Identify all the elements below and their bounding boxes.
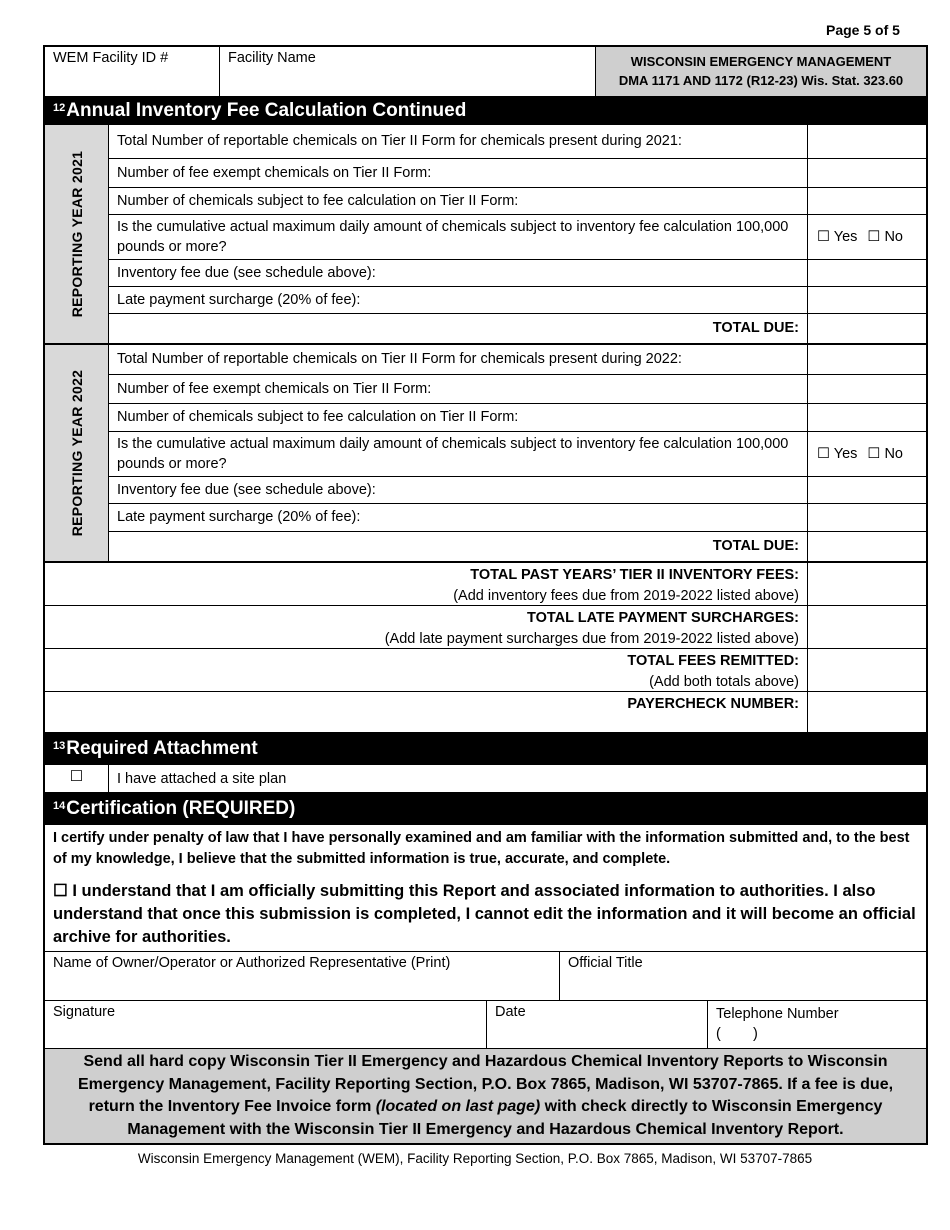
y2021-late-label: Late payment surcharge (20% of fee): — [109, 287, 808, 313]
certification-block — [45, 825, 926, 952]
y2021-exempt-label: Number of fee exempt chemicals on Tier II Form: — [109, 159, 808, 187]
facility-id-label: WEM Facility ID # — [53, 50, 169, 66]
year-2021-label: REPORTING YEAR 2021 — [68, 150, 85, 318]
page-footer: Wisconsin Emergency Management (WEM), Facility Reporting Section, P.O. Box 7865, Madison, WI 53707-7865 — [137, 1151, 813, 1166]
date-field[interactable] — [487, 1001, 708, 1048]
section-14-header — [45, 793, 926, 825]
payercheck-label: PAYERCHECK NUMBER: — [627, 696, 799, 712]
owner-row — [45, 952, 926, 1001]
site-plan-row — [45, 765, 926, 793]
y2021-answer — [808, 215, 926, 259]
y2021-fee-due-input[interactable] — [808, 260, 926, 286]
signature-row — [45, 1001, 926, 1049]
y2022-total-due-row — [109, 532, 926, 561]
y2022-yes-checkbox[interactable]: ☐ Yes — [817, 446, 858, 462]
payercheck-row — [45, 692, 926, 732]
year-2021-label-cell — [45, 125, 109, 343]
facility-name-field[interactable] — [220, 47, 596, 96]
y2022-exempt-row — [109, 375, 926, 404]
y2022-total-chemicals-label: Total Number of reportable chemicals on Tier II Form for chemicals present during 2022: — [109, 345, 808, 374]
official-title-label: Official Title — [568, 955, 643, 971]
y2022-total-due-label: TOTAL DUE: — [109, 532, 808, 561]
section-13-title: Required Attachment — [66, 737, 258, 759]
agency-box — [596, 47, 926, 96]
facility-id-field[interactable] — [45, 47, 220, 96]
send-notice-part1: Send all hard copy Wisconsin Tier II Emergency and Hazardous Chemical Inventory Reports to Wisconsin Emergency Management, Facility Reporting Section, P.O. Box 7865, Madison, WI 53707-7865. If a fee is due, return the Inventory Fee Invoice form — [77, 1053, 894, 1115]
y2021-exempt-input[interactable] — [808, 159, 926, 187]
owner-name-field[interactable] — [45, 952, 560, 1000]
y2022-exempt-label: Number of fee exempt chemicals on Tier II Form: — [109, 375, 808, 403]
section-12-number: 12 — [53, 102, 66, 114]
understand-checkbox[interactable]: ☐ I understand that I am officially submitting this Report and associated information to authorities. I also understand that once this submission is completed, I cannot edit the information and it will become an official archive for authorities. — [53, 882, 916, 946]
certification-statement: I certify under penalty of law that I have personally examined and am familiar with the information submitted and, to the best of my knowledge, I believe that the submitted information is true, accurate, and complete. — [53, 830, 910, 867]
y2021-yes-checkbox[interactable]: ☐ Yes — [817, 229, 858, 245]
total-past-fees-row — [45, 563, 926, 606]
owner-name-label: Name of Owner/Operator or Authorized Representative (Print) — [53, 955, 451, 971]
total-past-fees-input[interactable] — [808, 563, 926, 605]
total-late-surcharges-row — [45, 606, 926, 649]
total-fees-remitted-label: TOTAL FEES REMITTED: — [627, 653, 799, 669]
payercheck-input[interactable] — [808, 692, 926, 732]
y2021-total-chemicals-label: Total Number of reportable chemicals on Tier II Form for chemicals present during 2021: — [109, 125, 808, 158]
agency-name: WISCONSIN EMERGENCY MANAGEMENT — [630, 54, 892, 69]
y2021-total-due-input[interactable] — [808, 314, 926, 343]
telephone-field[interactable] — [708, 1001, 926, 1048]
send-notice-italic: (located on last page) — [375, 1098, 541, 1115]
section-14-title: Certification (REQUIRED) — [66, 798, 296, 819]
total-past-fees-note: (Add inventory fees due from 2019-2022 listed above) — [453, 588, 799, 604]
y2021-total-due-label: TOTAL DUE: — [109, 314, 808, 343]
y2021-subject-label: Number of chemicals subject to fee calculation on Tier II Form: — [109, 188, 808, 214]
payercheck-text — [45, 692, 808, 732]
y2021-total-due-row — [109, 314, 926, 343]
send-notice — [45, 1049, 926, 1143]
y2022-late-input[interactable] — [808, 504, 926, 531]
y2022-late-label: Late payment surcharge (20% of fee): — [109, 504, 808, 531]
year-2022-label: REPORTING YEAR 2022 — [68, 369, 85, 537]
y2021-total-chemicals-input[interactable] — [808, 125, 926, 158]
total-past-fees-text — [45, 563, 808, 605]
y2022-late-row — [109, 504, 926, 532]
total-late-surcharges-label: TOTAL LATE PAYMENT SURCHARGES: — [526, 610, 799, 626]
y2021-fee-due-label: Inventory fee due (see schedule above): — [109, 260, 808, 286]
y2022-fee-due-row — [109, 477, 926, 504]
form-code: DMA 1171 AND 1172 (R12-23) Wis. Stat. 323.60 — [618, 73, 904, 88]
y2022-total-chemicals-row — [109, 345, 926, 375]
total-late-surcharges-note: (Add late payment surcharges due from 2019-2022 listed above) — [384, 631, 799, 647]
total-fees-remitted-text — [45, 649, 808, 691]
section-14-number: 14 — [53, 800, 66, 812]
section-12-title: Annual Inventory Fee Calculation Continued — [66, 100, 467, 121]
telephone-label: Telephone Number — [716, 1006, 839, 1022]
y2022-subject-label: Number of chemicals subject to fee calculation on Tier II Form: — [109, 404, 808, 431]
facility-name-label: Facility Name — [228, 50, 316, 66]
y2021-exempt-row — [109, 159, 926, 188]
y2022-total-due-input[interactable] — [808, 532, 926, 561]
y2022-no-checkbox[interactable]: ☐ No — [867, 446, 903, 462]
y2021-subject-row — [109, 188, 926, 215]
date-label: Date — [495, 1004, 526, 1020]
y2022-total-chemicals-input[interactable] — [808, 345, 926, 374]
header-row — [45, 47, 926, 97]
section-13-header — [45, 732, 926, 765]
y2022-fee-due-label: Inventory fee due (see schedule above): — [109, 477, 808, 503]
y2021-no-checkbox[interactable]: ☐ No — [867, 229, 903, 245]
y2022-subject-input[interactable] — [808, 404, 926, 431]
y2021-fee-due-row — [109, 260, 926, 287]
section-12-header — [45, 97, 926, 125]
y2022-question-row — [109, 432, 926, 477]
site-plan-checkbox[interactable]: ☐ — [45, 765, 109, 792]
send-notice-part2: with check directly to Wisconsin Emergency Management with the Wisconsin Tier II Emergency and Hazardous Chemical Inventory Report. — [127, 1098, 883, 1138]
y2022-answer — [808, 432, 926, 476]
telephone-parens: ( ) — [716, 1026, 758, 1042]
y2022-question-label: Is the cumulative actual maximum daily amount of chemicals subject to inventory fee calculation 100,000 pounds or more? — [109, 432, 808, 476]
y2021-late-row — [109, 287, 926, 314]
y2021-total-chemicals-row — [109, 125, 926, 159]
y2021-subject-input[interactable] — [808, 188, 926, 214]
site-plan-label: I have attached a site plan — [117, 770, 287, 787]
total-late-surcharges-input[interactable] — [808, 606, 926, 648]
section-13-number: 13 — [53, 739, 66, 752]
total-fees-remitted-row — [45, 649, 926, 692]
y2021-question-row — [109, 215, 926, 260]
y2022-fee-due-input[interactable] — [808, 477, 926, 503]
y2021-question-label: Is the cumulative actual maximum daily amount of chemicals subject to inventory fee calculation 100,000 pounds or more? — [109, 215, 808, 259]
form-frame — [43, 45, 928, 1145]
total-fees-remitted-input[interactable] — [808, 649, 926, 691]
reporting-year-2021 — [45, 125, 926, 345]
y2022-subject-row — [109, 404, 926, 432]
y2022-exempt-input[interactable] — [808, 375, 926, 403]
year-2022-label-cell — [45, 345, 109, 561]
signature-field[interactable] — [45, 1001, 487, 1048]
total-late-surcharges-text — [45, 606, 808, 648]
page-number: Page 5 of 5 — [826, 22, 900, 38]
total-past-fees-label: TOTAL PAST YEARS’ TIER II INVENTORY FEES: — [470, 567, 799, 583]
signature-label: Signature — [53, 1004, 116, 1020]
reporting-year-2022 — [45, 345, 926, 563]
official-title-field[interactable] — [560, 952, 926, 1000]
y2021-late-input[interactable] — [808, 287, 926, 313]
total-fees-remitted-note: (Add both totals above) — [649, 674, 799, 690]
